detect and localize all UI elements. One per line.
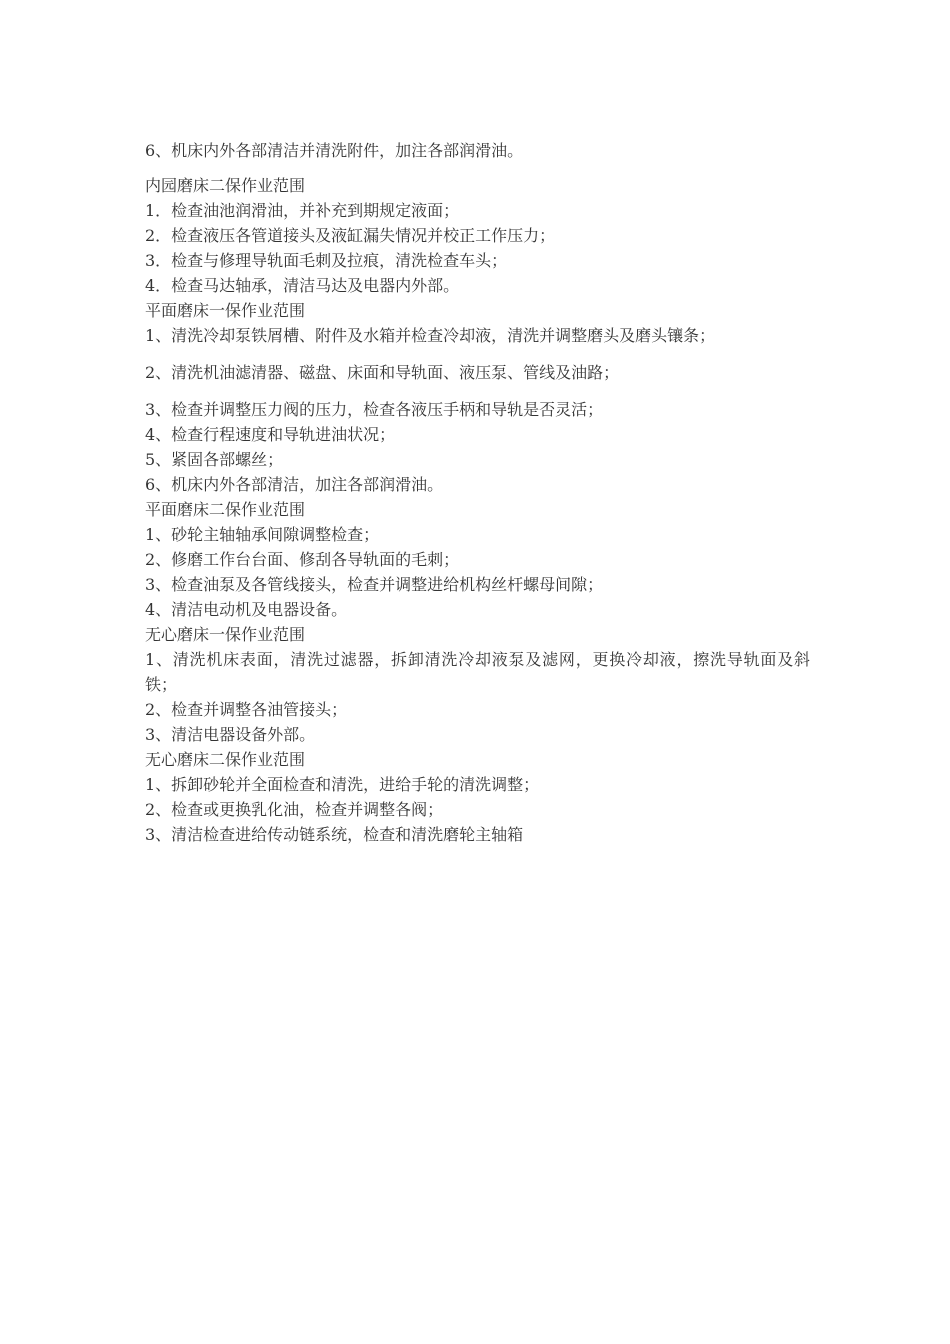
list-item: 2、检查并调整各油管接头； xyxy=(145,700,348,719)
list-item: 4．检查马达轴承，清洁马达及电器内外部。 xyxy=(145,276,460,295)
list-item: 1、清洗机床表面，清洗过滤器，拆卸清洗冷却液泵及滤网，更换冷却液，擦洗导轨面及斜铁； xyxy=(145,650,810,694)
list-item: 3、清洁检查进给传动链系统，检查和清洗磨轮主轴箱 xyxy=(145,825,524,844)
list-item: 3、检查并调整压力阀的压力，检查各液压手柄和导轨是否灵活； xyxy=(145,400,604,419)
list-item: 4、清洁电动机及电器设备。 xyxy=(145,600,348,619)
list-item: 2、检查或更换乳化油，检查并调整各阀； xyxy=(145,800,444,819)
list-item: 5、紧固各部螺丝； xyxy=(145,450,284,469)
list-item: 2．检查液压各管道接头及液缸漏失情况并校正工作压力； xyxy=(145,226,556,245)
list-item: 6、机床内外各部清洁并清洗附件，加注各部润滑油。 xyxy=(145,141,524,160)
list-item: 1、砂轮主轴轴承间隙调整检查； xyxy=(145,525,380,544)
list-item: 6、机床内外各部清洁，加注各部润滑油。 xyxy=(145,475,444,494)
list-item: 4、检查行程速度和导轨进油状况； xyxy=(145,425,396,444)
section-heading-internal-grinder-level2: 内园磨床二保作业范围 xyxy=(145,176,306,195)
list-item: 1．检查油池润滑油，并补充到期规定液面； xyxy=(145,201,460,220)
section-heading-surface-grinder-level2: 平面磨床二保作业范围 xyxy=(145,500,306,519)
list-item: 1、拆卸砂轮并全面检查和清洗，进给手轮的清洗调整； xyxy=(145,775,540,794)
list-item: 3、清洁电器设备外部。 xyxy=(145,725,316,744)
section-heading-centerless-grinder-level1: 无心磨床一保作业范围 xyxy=(145,625,306,644)
list-item: 3、检查油泵及各管线接头，检查并调整进给机构丝杆螺母间隙； xyxy=(145,575,604,594)
list-item: 2、清洗机油滤清器、磁盘、床面和导轨面、液压泵、管线及油路； xyxy=(145,363,620,382)
list-item: 2、修磨工作台台面、修刮各导轨面的毛刺； xyxy=(145,550,460,569)
section-heading-centerless-grinder-level2: 无心磨床二保作业范围 xyxy=(145,750,306,769)
list-item: 1、清洗冷却泵铁屑槽、附件及水箱并检查冷却液，清洗并调整磨头及磨头镶条； xyxy=(145,326,716,345)
list-item: 3．检查与修理导轨面毛刺及拉痕，清洗检查车头； xyxy=(145,251,508,270)
document-body xyxy=(145,138,810,847)
section-heading-surface-grinder-level1: 平面磨床一保作业范围 xyxy=(145,301,306,320)
